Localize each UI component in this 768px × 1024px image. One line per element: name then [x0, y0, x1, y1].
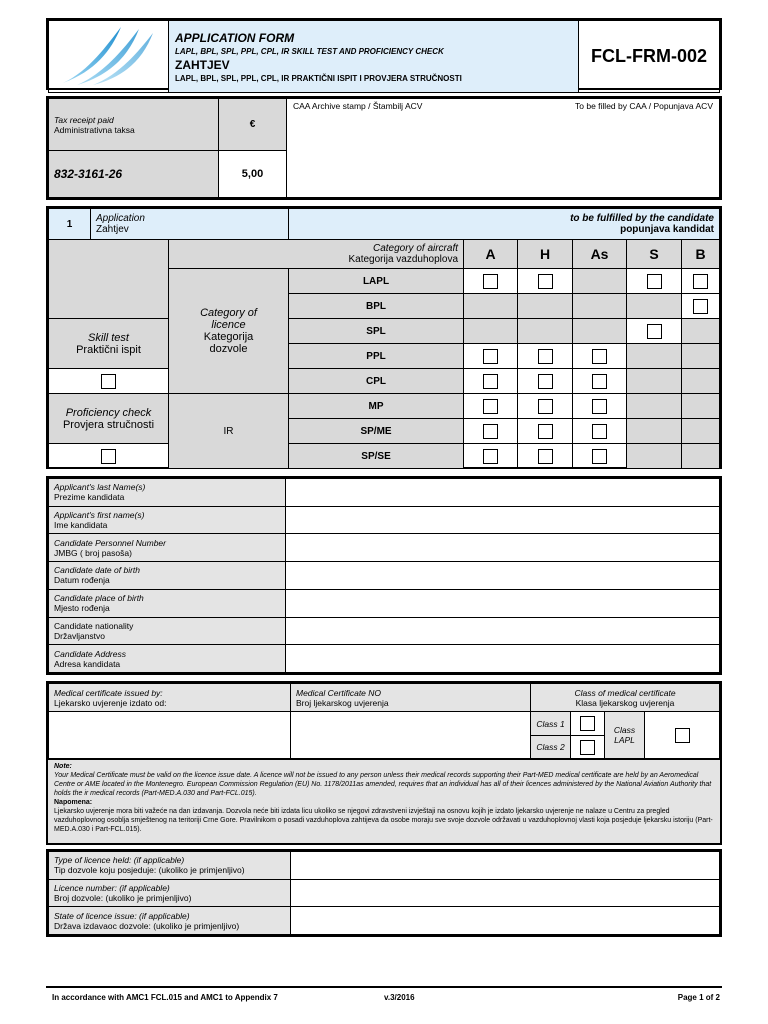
account-number: 832-3161-26: [49, 151, 219, 198]
licence-category-local2: dozvole: [209, 343, 248, 355]
medical-class-local: Klasa ljekarskog uvjerenja: [575, 697, 675, 708]
note-block: [46, 759, 722, 845]
bpl-s-disabled: [627, 294, 682, 319]
tax-label-local: Administrativna taksa: [54, 124, 135, 135]
licence-number-field[interactable]: [291, 879, 720, 907]
ppl-a-checkbox[interactable]: [483, 349, 498, 364]
medical-class-en: Class of medical certificate: [574, 687, 676, 698]
first-name-label-en: Applicant's first name(s): [54, 510, 145, 521]
spl-a-disabled: [464, 319, 518, 344]
spse-a-cell: [464, 444, 518, 469]
licence-type-local: Tip dozvole koju posjeduje: (ukoliko je primjenljivo): [54, 865, 245, 876]
stamp-label: CAA Archive stamp / Štambilj ACV: [293, 101, 423, 111]
footer: [46, 986, 722, 1004]
lapl-s-checkbox[interactable]: [647, 274, 662, 289]
cpl-as-cell: [573, 369, 627, 394]
row-label-lapl: LAPL: [289, 269, 464, 294]
col-header-h: H: [518, 240, 573, 269]
row-label-bpl: BPL: [289, 294, 464, 319]
licence-number-en: Licence number: (if applicable): [54, 882, 170, 893]
last-name-field[interactable]: [286, 479, 720, 507]
birth-place-field[interactable]: [286, 589, 720, 617]
class-lapl-label: Class: [613, 725, 636, 735]
medical-no-local: Broj ljekarskog uvjerenja: [296, 697, 389, 708]
spse-a-checkbox[interactable]: [483, 449, 498, 464]
licence-state-en: State of licence issue: (if applicable): [54, 910, 190, 921]
fulfill-label-local: popunjava kandidat: [620, 224, 714, 235]
fulfill-label-en: to be fulfilled by the candidate: [570, 213, 714, 224]
nationality-field[interactable]: [286, 617, 720, 645]
col-header-b: B: [682, 240, 720, 269]
licence-category-en2: licence: [211, 319, 246, 331]
mp-as-cell: [573, 394, 627, 419]
logo-cell: [49, 21, 169, 93]
first-name-label-local: Ime kandidata: [54, 520, 108, 531]
licence-category-en: Category of: [200, 307, 257, 319]
class-lapl-checkbox[interactable]: [675, 728, 690, 743]
birth-place-label-en: Candidate place of birth: [54, 593, 144, 604]
licence-info-block: [46, 849, 722, 937]
header-block: [46, 18, 722, 90]
aircraft-category-local: Kategorija vazduhoplova: [348, 254, 459, 265]
note-title-en: Note:: [54, 763, 72, 770]
stamp-cell[interactable]: [287, 99, 720, 198]
class2-cell: [571, 736, 605, 759]
skill-test-en: Skill test: [88, 331, 129, 344]
tax-label-en: Tax receipt paid: [54, 114, 114, 125]
licence-state-field[interactable]: [291, 907, 720, 935]
filled-by-label: To be filled by CAA / Popunjava ACV: [575, 101, 713, 111]
lapl-b-checkbox[interactable]: [693, 274, 708, 289]
class2-checkbox[interactable]: [580, 740, 595, 755]
birth-date-label-local: Datum rođenja: [54, 575, 110, 586]
ppl-b-disabled: [682, 344, 720, 369]
ppl-a-cell: [464, 344, 518, 369]
nationality-label-local: Državljanstvo: [54, 630, 106, 641]
spme-a-checkbox[interactable]: [483, 424, 498, 439]
spme-h-cell: [518, 419, 573, 444]
application-number: 1: [49, 209, 91, 240]
licence-state-local: Država izdavaoc dozvole: (ukoliko je primjenljivo): [54, 920, 240, 931]
note-title-local: Napomena:: [54, 799, 93, 806]
class-lapl-cell: [645, 712, 720, 759]
ppl-h-checkbox[interactable]: [538, 349, 553, 364]
licence-category-local: Kategorija: [203, 331, 254, 343]
nationality-label-cell: [49, 617, 286, 645]
address-label-en: Candidate Address: [54, 648, 126, 659]
aircraft-category-en: Category of aircraft: [372, 243, 459, 254]
spl-b-disabled: [682, 319, 720, 344]
footer-page: Page 1 of 2: [677, 993, 720, 1002]
currency-cell: €: [219, 99, 287, 151]
note-text-local: Ljekarsko uvjerenje mora biti važeće na dan izdavanja. Dozvola neće biti izdata licu ukoliko se njegovi zdravstveni izvještaji na osnovu kojih je izdato ljekarsko uvjerenje ne nalaze u Centru za pregled vazduhoplovnog osoblja smještenog na teritoriji Crne Gore. Pravilnikom o posadi vazduhoplova zahtijeva da osobe moraju sve svoje dozvole održavati u vazduhoplovnoj vlasti koja posjeduje ljekarsku istoriju (Part-MED.A.030 i Part-FCL.015).: [54, 808, 713, 833]
spse-h-cell: [518, 444, 573, 469]
form-title-en: APPLICATION FORM: [175, 30, 295, 45]
bpl-b-checkbox[interactable]: [693, 299, 708, 314]
spse-as-cell: [573, 444, 627, 469]
first-name-label-cell: [49, 506, 286, 534]
lapl-a-cell: [464, 269, 518, 294]
birth-place-label-local: Mjesto rođenja: [54, 603, 110, 614]
application-label-cell: [91, 209, 289, 240]
lapl-b-cell: [682, 269, 720, 294]
swoosh-logo-icon: [49, 21, 167, 89]
spme-a-cell: [464, 419, 518, 444]
personnel-number-label-local: JMBG ( broj pasoša): [54, 547, 132, 558]
cpl-a-cell: [464, 369, 518, 394]
licence-number-label-cell: [49, 879, 291, 907]
mp-a-cell: [464, 394, 518, 419]
personnel-number-label-en: Candidate Personnel Number: [54, 537, 166, 548]
col-header-s: S: [627, 240, 682, 269]
aircraft-category-cell: [169, 240, 464, 269]
proficiency-en: Proficiency check: [65, 406, 152, 419]
tax-amount: 5,00: [219, 151, 287, 198]
medical-issued-en: Medical certificate issued by:: [54, 687, 163, 698]
proficiency-label-cell: [49, 394, 169, 444]
application-block: [46, 206, 722, 469]
skill-test-checkbox[interactable]: [101, 374, 116, 389]
birth-date-label-en: Candidate date of birth: [54, 565, 141, 576]
spl-s-checkbox[interactable]: [647, 324, 662, 339]
address-field[interactable]: [286, 645, 720, 673]
ppl-as-checkbox[interactable]: [592, 349, 607, 364]
class1-label: Class 1: [531, 712, 571, 736]
lapl-h-cell: [518, 269, 573, 294]
address-label-local: Adresa kandidata: [54, 658, 121, 669]
class1-checkbox[interactable]: [580, 716, 595, 731]
bpl-b-cell: [682, 294, 720, 319]
licence-type-field[interactable]: [291, 852, 720, 880]
mp-s-disabled: [627, 394, 682, 419]
cpl-h-cell: [518, 369, 573, 394]
row-label-spse: SP/SE: [289, 444, 464, 469]
personnel-number-label-cell: [49, 534, 286, 562]
medical-class-label-cell: [531, 684, 720, 712]
form-title-local: ZAHTJEV: [175, 57, 230, 72]
title-cell: [169, 21, 579, 93]
col-header-as: As: [573, 240, 627, 269]
nationality-label-en: Candidate nationality: [54, 620, 134, 631]
ppl-h-cell: [518, 344, 573, 369]
mp-as-checkbox[interactable]: [592, 399, 607, 414]
tax-label-cell: [49, 99, 219, 151]
medical-issued-local: Ljekarsko uvjerenje izdato od:: [54, 697, 167, 708]
medical-no-en: Medical Certificate NO: [296, 687, 382, 698]
medical-block: [46, 681, 722, 761]
class-lapl-label-cell: [605, 712, 645, 759]
cpl-s-disabled: [627, 369, 682, 394]
skill-top-empty: [49, 240, 169, 319]
last-name-label-cell: [49, 479, 286, 507]
ir-label: IR: [169, 394, 289, 469]
lapl-s-cell: [627, 269, 682, 294]
note-text-en: Your Medical Certificate must be valid on the licence issue date. A licence will not be issued to any person unless their medical records supporting their Part-MED medical certificate are held by an Aeromedical Centre or AME located in the Montenegro. European Commission Regulation (EU) No. 1178/2011as amended, requires that an individual has all of their licences administered by the National Aviation Authority that holds the ir medical records (Part-MED.A.030 and Part-FCL.015).: [54, 772, 712, 797]
birth-date-label-cell: [49, 562, 286, 590]
bpl-as-disabled: [573, 294, 627, 319]
licence-type-label-cell: [49, 852, 291, 880]
spme-b-disabled: [682, 419, 720, 444]
bpl-a-disabled: [464, 294, 518, 319]
ppl-s-disabled: [627, 344, 682, 369]
birth-place-label-cell: [49, 589, 286, 617]
licence-number-local: Broj dozvole: (ukoliko je primjenljivo): [54, 892, 192, 903]
cpl-as-checkbox[interactable]: [592, 374, 607, 389]
spse-s-disabled: [627, 444, 682, 469]
lapl-h-checkbox[interactable]: [538, 274, 553, 289]
col-header-a: A: [464, 240, 518, 269]
last-name-label-en: Applicant's last Name(s): [54, 482, 146, 493]
medical-no-label-cell: [291, 684, 531, 712]
fulfill-label-cell: [289, 209, 720, 240]
medical-issued-field[interactable]: [49, 712, 291, 759]
spme-h-checkbox[interactable]: [538, 424, 553, 439]
lapl-a-checkbox[interactable]: [483, 274, 498, 289]
medical-no-field[interactable]: [291, 712, 531, 759]
medical-issued-label-cell: [49, 684, 291, 712]
spme-as-cell: [573, 419, 627, 444]
skill-test-local: Praktični ispit: [76, 343, 141, 356]
cpl-b-disabled: [682, 369, 720, 394]
mp-b-disabled: [682, 394, 720, 419]
footer-compliance: In accordance with AMC1 FCL.015 and AMC1 to Appendix 7: [52, 993, 278, 1002]
row-label-ppl: PPL: [289, 344, 464, 369]
licence-category-cell: [169, 269, 289, 394]
mp-h-cell: [518, 394, 573, 419]
licence-state-label-cell: [49, 907, 291, 935]
row-label-mp: MP: [289, 394, 464, 419]
licence-type-en: Type of licence held: (if applicable): [54, 855, 185, 866]
ppl-as-cell: [573, 344, 627, 369]
footer-version: v.3/2016: [384, 993, 415, 1002]
class2-label: Class 2: [531, 736, 571, 759]
address-label-cell: [49, 645, 286, 673]
row-label-spme: SP/ME: [289, 419, 464, 444]
spse-b-disabled: [682, 444, 720, 469]
spme-s-disabled: [627, 419, 682, 444]
cpl-h-checkbox[interactable]: [538, 374, 553, 389]
personnel-number-field[interactable]: [286, 534, 720, 562]
bpl-h-disabled: [518, 294, 573, 319]
tax-block: [46, 96, 722, 200]
application-label-en: Application: [96, 213, 145, 224]
application-label-local: Zahtjev: [96, 224, 129, 235]
cpl-a-checkbox[interactable]: [483, 374, 498, 389]
skill-test-cell: [49, 369, 169, 394]
lapl-as-disabled: [573, 269, 627, 294]
form-subtitle-en: LAPL, BPL, SPL, PPL, CPL, IR SKILL TEST AND PROFICIENCY CHECK: [175, 46, 444, 56]
row-label-cpl: CPL: [289, 369, 464, 394]
spme-as-checkbox[interactable]: [592, 424, 607, 439]
class1-cell: [571, 712, 605, 736]
proficiency-checkbox[interactable]: [101, 449, 116, 464]
proficiency-cell: [49, 444, 169, 469]
form-code: FCL-FRM-002: [579, 21, 720, 93]
mp-a-checkbox[interactable]: [483, 399, 498, 414]
spse-h-checkbox[interactable]: [538, 449, 553, 464]
form-subtitle-local: LAPL, BPL, SPL, PPL, CPL, IR PRAKTIČNI ISPIT I PROVJERA STRUČNOSTI: [175, 73, 462, 83]
first-name-field[interactable]: [286, 506, 720, 534]
applicant-block: [46, 476, 722, 675]
mp-h-checkbox[interactable]: [538, 399, 553, 414]
spl-s-cell: [627, 319, 682, 344]
spl-h-disabled: [518, 319, 573, 344]
last-name-label-local: Prezime kandidata: [54, 492, 125, 503]
spl-as-disabled: [573, 319, 627, 344]
birth-date-field[interactable]: [286, 562, 720, 590]
spse-as-checkbox[interactable]: [592, 449, 607, 464]
proficiency-local: Provjera stručnosti: [62, 418, 155, 431]
row-label-spl: SPL: [289, 319, 464, 344]
class-lapl-label2: LAPL: [614, 735, 635, 745]
skill-test-label-cell: [49, 319, 169, 369]
